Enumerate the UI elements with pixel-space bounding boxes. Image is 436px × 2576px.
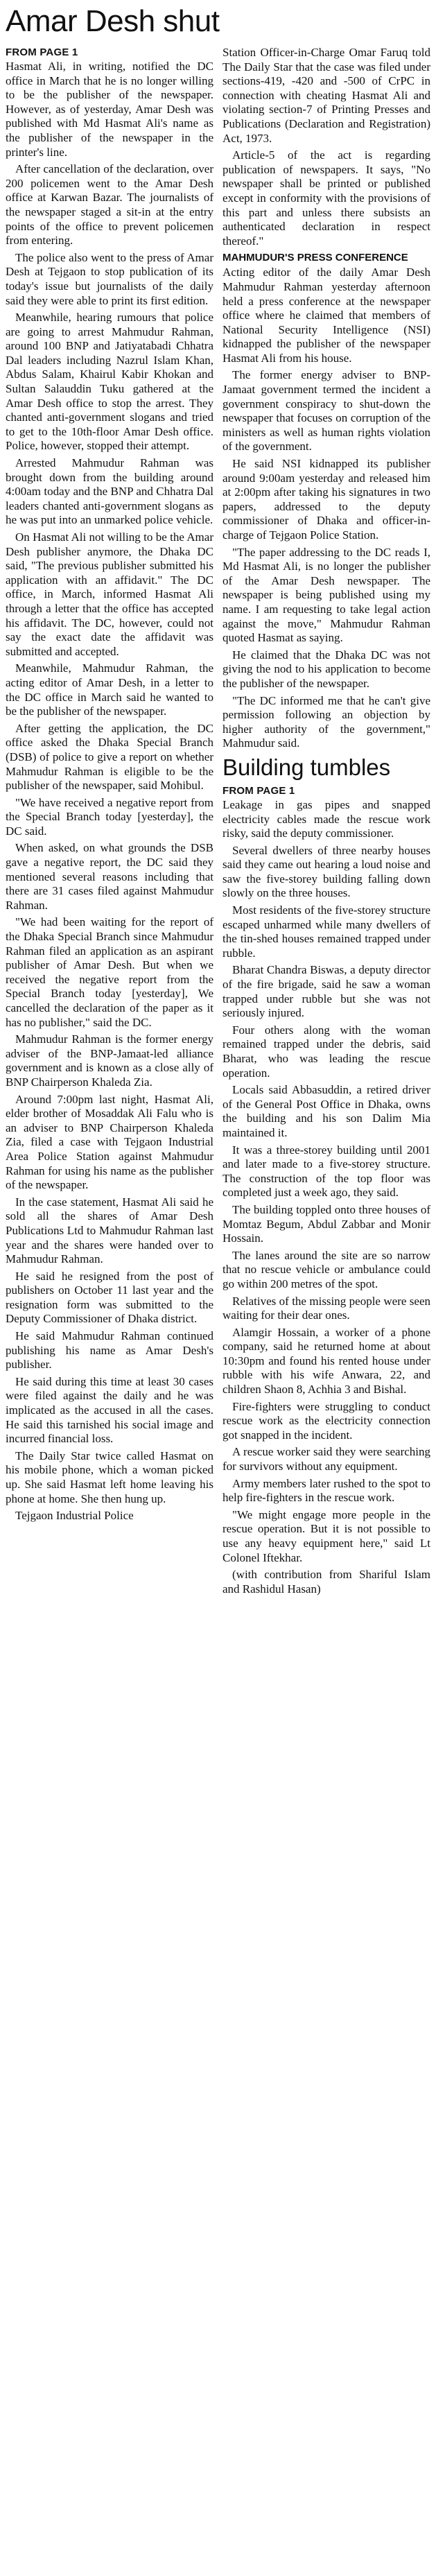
paragraph: "We might engage more people in the rescue operation. But it is not possible to use any heavy equipment here," said Lt Colonel Iftekhar.: [223, 1507, 430, 1564]
paragraph: Around 7:00pm last night, Hasmat Ali, elder brother of Mosaddak Ali Falu who is an adviser to BNP Chairperson Khaleda Zia, filed a case with Tejgaon Industrial Area Police Station against Mahmudur Rahman for using his name as the publisher of the newspaper.: [6, 1092, 213, 1192]
paragraph: Hasmat Ali, in writing, notified the DC office in March that he is no longer willing to be the publisher of the newspaper. However, as of yesterday, Amar Desh was published with Md Hasmat Ali's name as the publisher of the newspaper in the printer's line.: [6, 60, 213, 159]
paragraph: The police also went to the press of Amar Desh at Tejgaon to stop publication of its today's issue but journalists of the daily said they were able to print its first edition.: [6, 250, 213, 307]
paragraph: The lanes around the site are so narrow that no rescue vehicle or ambulance could go within 200 metres of the spot.: [223, 1248, 430, 1290]
paragraph: "The paper addressing to the DC reads I, Md Hasmat Ali, is no longer the publisher of the Amar Desh newspaper. The newspaper is being published using my name. I am requesting to take legal action against the move," Mahmudur Rahman quoted Hasmat as saying.: [223, 545, 430, 645]
paragraph: He claimed that the Dhaka DC was not giving the nod to his application to become the publisher of the newspaper.: [223, 648, 430, 690]
left-column: [6, 46, 213, 1599]
paragraph: He said Mahmudur Rahman continued publishing his name as Amar Desh's publisher.: [6, 1329, 213, 1372]
paragraph: Leakage in gas pipes and snapped electricity cables made the rescue work risky, said the deputy commissioner.: [223, 797, 430, 840]
paragraph: The Daily Star twice called Hasmat on his mobile phone, which a woman picked up. She said Hasmat left home leaving his phone at home. She then hung up.: [6, 1449, 213, 1505]
paragraph: (with contribution from Shariful Islam and Rashidul Hasan): [223, 1568, 430, 1596]
paragraph: "We have received a negative report from the Special Branch today [yesterday], the DC said.: [6, 795, 213, 838]
paragraph: Arrested Mahmudur Rahman was brought down from the building around 4:00am today and the BNP and Chhatra Dal leaders chanted anti-government slogans as he was put into an unmarked police vehicle.: [6, 456, 213, 527]
paragraph: Several dwellers of three nearby houses said they came out hearing a loud noise and saw the five-storey building falling down slowly on the three houses.: [223, 843, 430, 900]
continued-text-block: [223, 46, 430, 248]
paragraph: When asked, on what grounds the DSB gave a negative report, the DC said they mentioned several reasons including that there are 31 cases filed against Mahmudur Rahman.: [6, 841, 213, 912]
paragraph: Most residents of the five-storey structure escaped unharmed while many dwellers of the tin-shed houses remained trapped under rubble.: [223, 904, 430, 960]
right-column: [223, 46, 430, 1599]
paragraph: "The DC informed me that he can't give permission following an objection by higher authority of the government," Mahmudur said.: [223, 693, 430, 750]
press-conference-text-block: [223, 266, 430, 751]
paragraph: Acting editor of the daily Amar Desh Mahmudur Rahman yesterday afternoon held a press conference at the newspaper office where he claimed that members of National Security Intelligence (NSI) kidnapped the publisher of the newspaper Hasmat Ali from his house.: [223, 266, 430, 365]
paragraph: He said during this time at least 30 cases were filed against the daily and he was implicated as the accused in all the cases. He said this tarnished his social image and incurred financial loss.: [6, 1374, 213, 1446]
story-headline: Amar Desh shut: [6, 4, 220, 38]
paragraph: Army members later rushed to the spot to help fire-fighters in the rescue work.: [223, 1476, 430, 1505]
paragraph: He said he resigned from the post of publishers on October 11 last year and the resignation form was submitted to the Deputy Commissioner of Dhaka district.: [6, 1269, 213, 1326]
paragraph: In the case statement, Hasmat Ali said he sold all the shares of Amar Desh Publications Ltd to Mahmudur Rahman last year and the shares were handed over to Mahmudur Rahman.: [6, 1195, 213, 1266]
paragraph: Fire-fighters were struggling to conduct rescue work as the electricity connection got snapped in the incident.: [223, 1399, 430, 1442]
second-story-headline: Building tumbles: [223, 754, 391, 780]
paragraph: Bharat Chandra Biswas, a deputy director of the fire brigade, said he saw a woman trapped under rubble but she was not seriously injured.: [223, 963, 430, 1020]
paragraph: Alamgir Hossain, a worker of a phone company, said he returned home at about 10:30pm and found his rented house under rubble with his wife Anwara, 22, and children Shaon 8, Achhia 3 and Bishal.: [223, 1325, 430, 1397]
paragraph: Relatives of the missing people were seen waiting for their dear ones.: [223, 1294, 430, 1322]
press-conference-subhead: MAHMUDUR'S PRESS CONFERENCE: [223, 252, 408, 264]
paragraph: "We had been waiting for the report of the Dhaka Special Branch since Mahmudur Rahman filed an application as an aspirant publisher of Amar Desh. But when we received the negative report from the Special Branch today [yesterday], We cancelled the declaration of the paper as it has no publisher," said the DC.: [6, 915, 213, 1029]
paragraph: Mahmudur Rahman is the former energy adviser of the BNP-Jamaat-led alliance government and is known as a close ally of BNP Chairperson Khaleda Zia.: [6, 1032, 213, 1089]
paragraph: Tejgaon Industrial Police: [15, 1509, 134, 1523]
paragraph: A rescue worker said they were searching for survivors without any equipment.: [223, 1445, 430, 1473]
paragraph: The building toppled onto three houses of Momtaz Begum, Abdul Zabbar and Monir Hossain.: [223, 1202, 430, 1245]
paragraph: On Hasmat Ali not willing to be the Amar Desh publisher anymore, the Dhaka DC said, "The previous publisher submitted his application with an affidavit." The DC office, in March, informed Hasmat Ali through a letter that the office has accepted his affidavit. The DC, however, could not say the exact date the affidavit was submitted and accepted.: [6, 530, 213, 658]
paragraph: The former energy adviser to BNP-Jamaat government termed the incident a government conspiracy to shut-down the newspaper that focuses on corruption of the ministers as well as human rights violation of the government.: [223, 368, 430, 453]
paragraph: Four others along with the woman remained trapped under the debris, said Bharat, who was leading the rescue operation.: [223, 1023, 430, 1080]
paragraph: He said NSI kidnapped its publisher around 9:00am yesterday and released him at 2:00pm after taking his signatures in two papers, addressed to the deputy commissioner of Dhaka and officer-in-charge of Tejgaon Police Station.: [223, 457, 430, 542]
continuation-kicker: FROM PAGE 1: [6, 46, 78, 58]
paragraph: Station Officer-in-Charge Omar Faruq told The Daily Star that the case was filed under sections-419, -420 and -500 of CrPC in connection with cheating Hasmat Ali and violating section-7 of Printing Presses and Publications (Declaration and Registration) Act, 1973.: [223, 46, 430, 145]
second-story-text-block: [223, 798, 430, 1596]
story-columns: [6, 46, 430, 1599]
paragraph: It was a three-storey building until 2001 and later made to a five-storey structure. The construction of the top floor was completed just a week ago, they said.: [223, 1143, 430, 1200]
second-story-kicker: FROM PAGE 1: [223, 784, 295, 797]
paragraph: Meanwhile, hearing rumours that police are going to arrest Mahmudur Rahman, around 100 BNP and Jatiyatabadi Chhatra Dal leaders including Nazrul Islam Khan, Abdus Salam, Khairul Kabir Khokan and Sultan Salauddin Tuku gathered at the Amar Desh office to stop the arrest. They chanted anti-government slogans and tried to get to the 10th-floor Amar Desh office. Police, however, stopped their attempt.: [6, 311, 213, 453]
paragraph: Locals said Abbasuddin, a retired driver of the General Post Office in Dhaka, owns the building and his son Dalim Mia maintained it.: [223, 1083, 430, 1139]
paragraph: After getting the application, the DC office asked the Dhaka Special Branch (DSB) of police to give a report on whether Mahmudur Rahman is eligible to be the publisher of the newspaper, said Mohibul.: [6, 721, 213, 793]
paragraph: Meanwhile, Mahmudur Rahman, the acting editor of Amar Desh, in a letter to the DC office in March said he wanted to be the publisher of the newspaper.: [6, 662, 213, 718]
paragraph: Article-5 of the act is regarding publication of newspapers. It says, "No newspaper shall be printed or published except in conformity with the provisions of this part and unless there subsists an authenticated declaration in respect thereof.": [223, 148, 430, 248]
paragraph: After cancellation of the declaration, over 200 policemen went to the Amar Desh office at Karwan Bazar. The journalists of the newspaper staged a sit-in at the entry points of the office to prevent policemen from entering.: [6, 162, 213, 248]
